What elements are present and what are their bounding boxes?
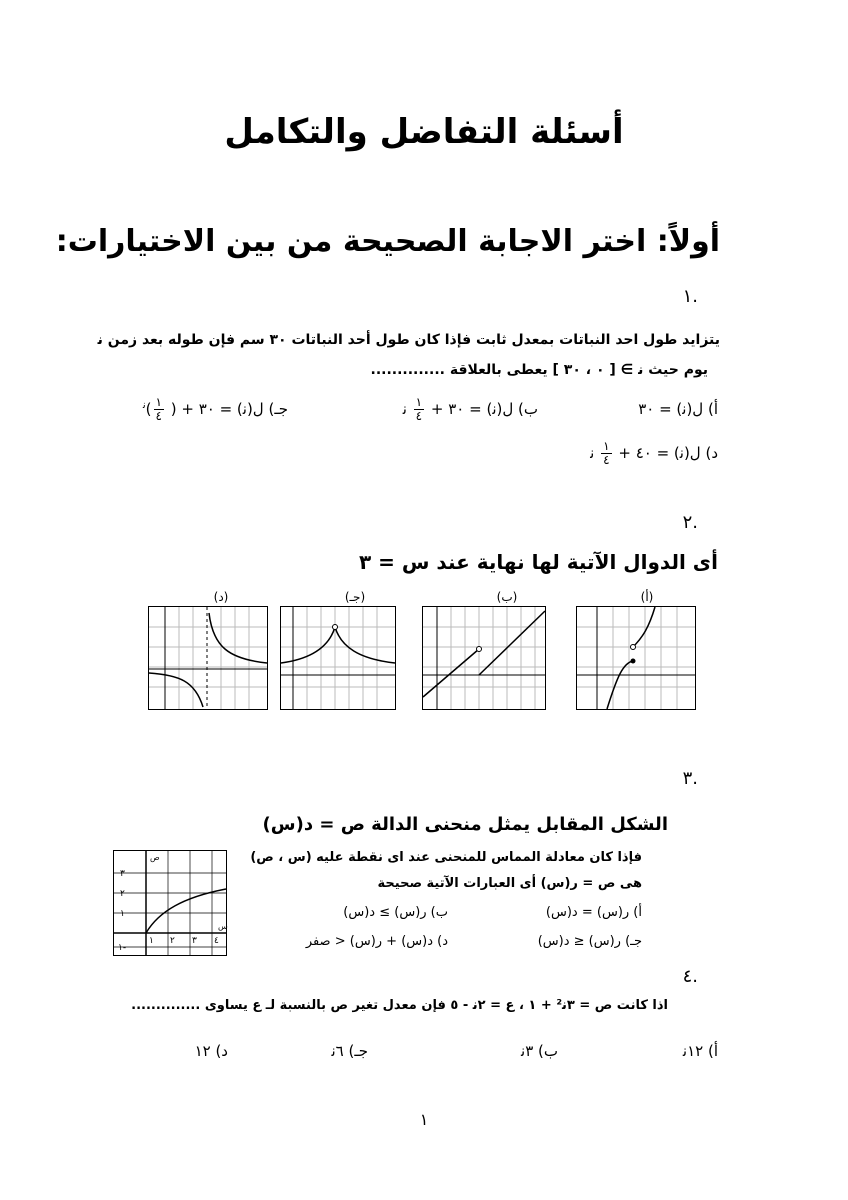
variable: ﻧ <box>590 444 595 462</box>
q4-option-b[interactable]: ب) ٣ﻧ <box>521 1042 558 1060</box>
q3-tick-x-3: ٣ <box>192 936 197 946</box>
q4-option-d[interactable]: د) ١٢ <box>194 1042 228 1060</box>
q1-text-line1: يتزايد طول احد النباتات بمعدل ثابت فإذا كان طول أحد النباتات ٣٠ سم فإن طوله بعد زمن ﻧ <box>97 332 720 348</box>
page-number: ١ <box>419 1110 429 1129</box>
q3-tick-y-3: ٣ <box>120 869 125 879</box>
frac-den: ٤ <box>415 409 423 423</box>
q3-tick-y-2: ٢ <box>120 889 125 899</box>
q1-option-b[interactable] <box>403 396 538 423</box>
q3-option-a[interactable]: أ) ر(س) = د(س) <box>545 905 642 920</box>
section-heading: أولاً: اختر الاجابة الصحيحة من بين الاختيارات: <box>55 224 720 259</box>
graph-label-d: (د) <box>213 590 229 604</box>
graph-label-a: (أ) <box>640 590 654 604</box>
graph-d-plot <box>149 607 267 709</box>
q3-tick-x-4: ٤ <box>214 936 219 946</box>
q1-option-b-text: ب) ل(ﻧ) = ٣٠ + <box>430 400 538 418</box>
q3-text-line1: فإذا كان معادلة المماس للمنحنى عند اى نقطة عليه (س ، ص) <box>250 850 642 865</box>
frac-num: ١ <box>155 395 162 409</box>
q1-option-c[interactable]: جـ) ل(ﻧ) = ٣٠ + ( $\frac{١}{٤}$ )$^ﻧ$ <box>142 395 288 423</box>
q3-graph-plot <box>114 851 226 955</box>
fraction <box>414 396 424 423</box>
q1-option-a[interactable]: أ) ل(ﻧ) = ٣٠ <box>638 400 718 418</box>
q3-axis-x: س <box>218 922 228 931</box>
exponent: ﻧ <box>142 400 146 411</box>
q3-option-c[interactable]: جـ) ر(س) ≤ د(س) <box>537 934 642 949</box>
frac-num: ١ <box>415 395 423 409</box>
frac-den: ٤ <box>155 409 162 423</box>
q3-tick-y-neg1: ١- <box>118 943 127 953</box>
question-number-3: ٣. <box>682 768 698 789</box>
q3-option-b[interactable]: ب) ر(س) ≥ د(س) <box>343 905 448 920</box>
graph-a-plot <box>577 607 695 709</box>
graph-a <box>576 606 696 710</box>
question-number-1: ١. <box>682 286 698 307</box>
frac-den: ٤ <box>603 453 610 467</box>
q3-heading: الشكل المقابل يمثل منحنى الدالة ص = د(س) <box>262 814 668 835</box>
q1-option-d-text: د) ل(ﻧ) = ٤٠ + <box>618 444 718 462</box>
graph-b-plot <box>423 607 545 709</box>
fraction <box>601 440 611 467</box>
fraction <box>154 396 164 423</box>
graph-label-c: (جـ) <box>344 590 366 604</box>
q3-option-d[interactable]: د) د(س) + ر(س) < صفر <box>305 934 448 949</box>
variable: ﻧ <box>402 400 407 418</box>
q2-text: أى الدوال الآتية لها نهاية عند س = ٣ <box>358 550 718 574</box>
frac-num: ١ <box>603 439 610 453</box>
graph-d <box>148 606 268 710</box>
q4-option-a[interactable]: أ) ١٢ﻧ <box>682 1042 718 1060</box>
graph-c <box>280 606 396 710</box>
graph-b <box>422 606 546 710</box>
q3-tick-y-1: ١ <box>120 909 125 919</box>
question-number-2: ٢. <box>682 512 698 533</box>
q3-graph <box>113 850 227 956</box>
q3-tick-x-1: ١ <box>149 936 154 946</box>
q3-text-line2: هى ص = ر(س) أى العبارات الآتية صحيحة <box>377 876 642 891</box>
q1-option-c-text: جـ) ل(ﻧ) = ٣٠ + ( <box>170 400 288 418</box>
q1-option-d[interactable] <box>590 440 718 467</box>
page-title: أسئلة التفاضل والتكامل <box>224 112 624 152</box>
graph-label-b: (ب) <box>496 590 518 604</box>
q3-axis-y: ص <box>150 853 160 862</box>
question-number-4: ٤. <box>682 966 698 987</box>
graph-c-plot <box>281 607 395 709</box>
q4-text: اذا كانت ص = ٣ﻧ² + ١ ، ع = ٢ﻧ - ٥ فإن معدل تغير ص بالنسبة لـ ع يساوى .............. <box>131 998 668 1013</box>
q3-tick-x-2: ٢ <box>170 936 175 946</box>
q4-option-c[interactable]: جـ) ٦ﻧ <box>331 1042 368 1060</box>
q1-text-line2: يوم حيث ﻧ ∋ [ ٠ ، ٣٠ ] يعطى بالعلاقة .............. <box>370 362 708 378</box>
